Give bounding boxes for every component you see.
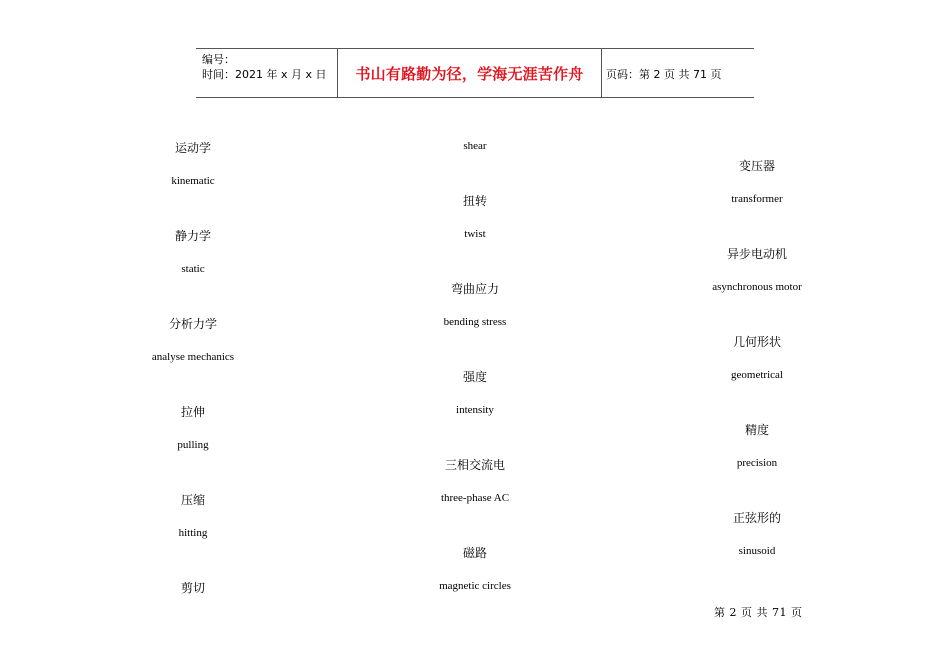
term-english: bending stress [443, 316, 507, 328]
term-english: transformer [731, 193, 783, 205]
term-chinese: 扭转 [462, 194, 487, 208]
header-page-info: 页码：第 2 页 共 71 页 [606, 68, 722, 81]
term-chinese: 精度 [744, 423, 769, 437]
term-chinese: 磁路 [462, 546, 487, 560]
code-label: 编号： [202, 53, 235, 66]
term-chinese: 几何形状 [732, 335, 781, 349]
term-chinese: 运动学 [174, 141, 211, 155]
term-english: twist [464, 228, 486, 240]
header-motto: 书山有路勤为径，学海无涯苦作舟 [355, 64, 584, 83]
term-chinese: 弯曲应力 [450, 282, 499, 296]
term-chinese: 压缩 [180, 493, 205, 507]
term-chinese: 静力学 [174, 229, 211, 243]
term-chinese: 强度 [462, 370, 487, 384]
term-english: magnetic circles [439, 580, 511, 592]
term-english: hitting [178, 527, 208, 539]
term-english: precision [736, 457, 778, 469]
term-english: three-phase AC [440, 492, 510, 504]
term-english: analyse mechanics [151, 351, 235, 363]
term-english: static [181, 263, 205, 275]
header-meta [202, 52, 327, 82]
term-english: kinematic [171, 175, 215, 187]
term-chinese: 剪切 [180, 581, 205, 595]
page-header [196, 48, 754, 98]
term-english: asynchronous motor [712, 281, 802, 293]
page-footer: 第 2 页 共 71 页 [714, 606, 803, 619]
term-chinese: 三相交流电 [444, 458, 505, 472]
term-chinese: 变压器 [738, 159, 775, 173]
header-divider [601, 49, 602, 97]
term-chinese: 正弦形的 [732, 511, 781, 525]
term-english: geometrical [731, 369, 783, 381]
term-chinese: 分析力学 [168, 317, 217, 331]
term-english: sinusoid [738, 545, 776, 557]
term-english: pulling [177, 439, 209, 451]
term-english: intensity [456, 404, 494, 416]
term-chinese: 异步电动机 [726, 247, 787, 261]
term-english: shear [463, 140, 487, 152]
term-chinese: 拉伸 [180, 405, 205, 419]
time-label: 时间：2021 年 x 月 x 日 [202, 68, 327, 81]
